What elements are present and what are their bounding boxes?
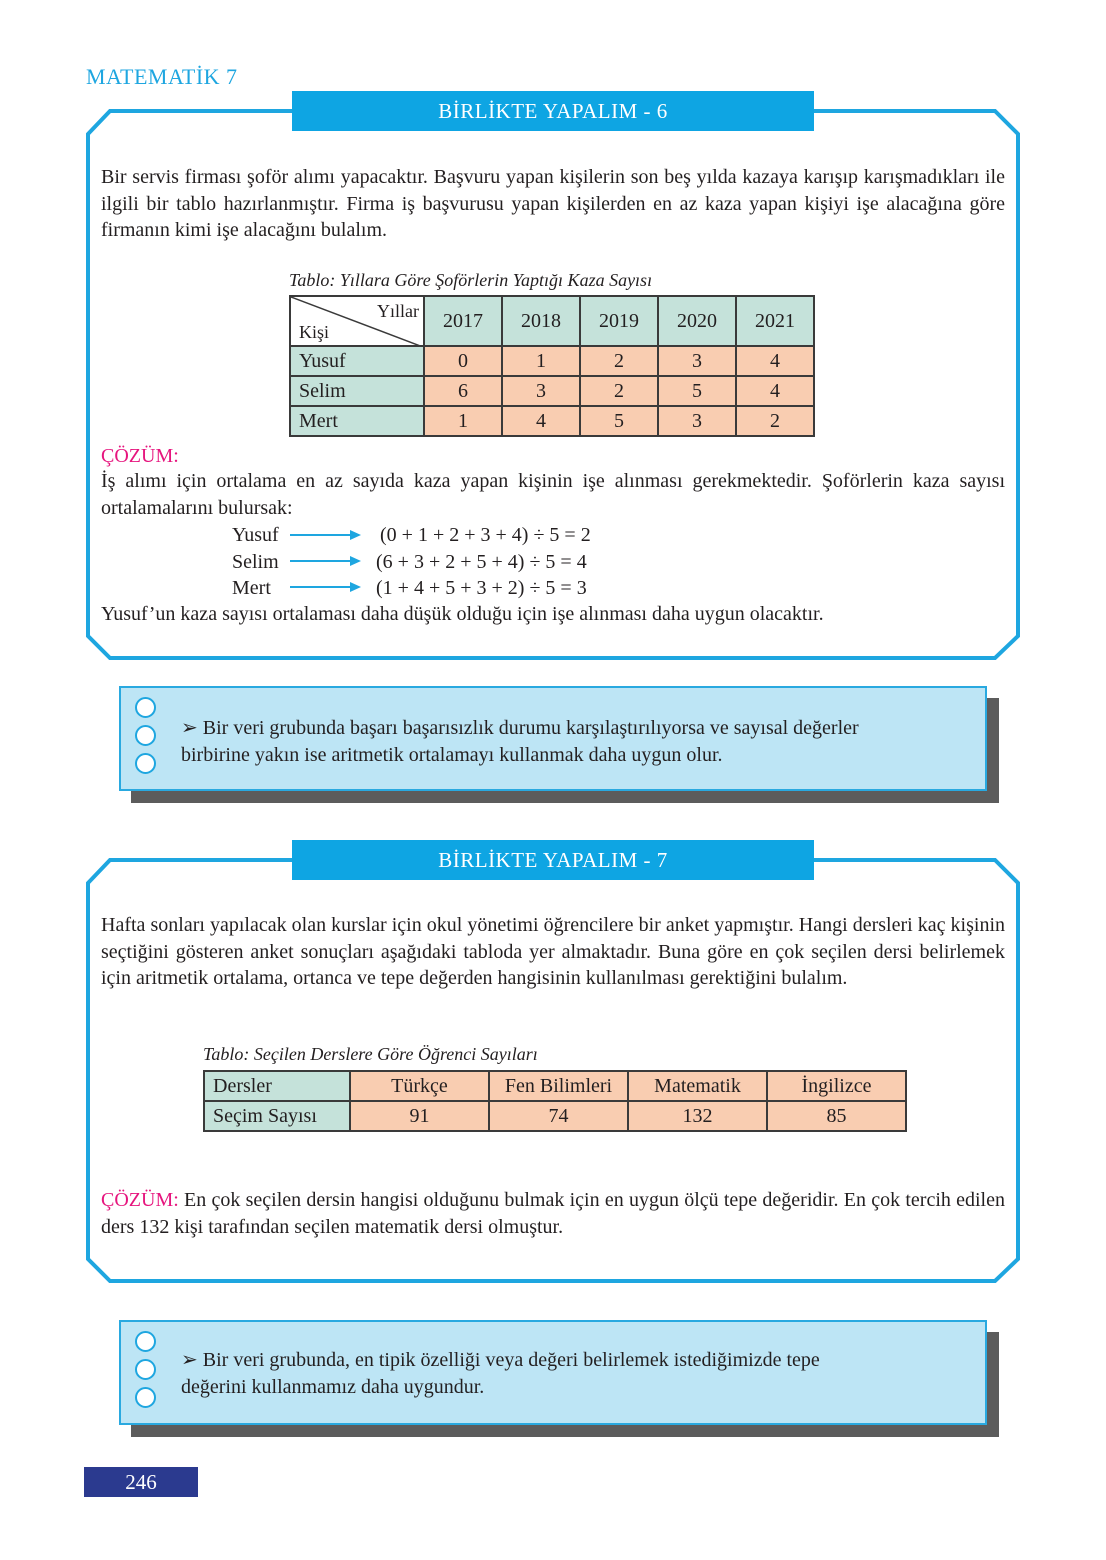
year-header: 2020 xyxy=(658,296,736,346)
circle-icon xyxy=(135,697,156,718)
note2-text xyxy=(181,1347,820,1401)
equation-name: Selim xyxy=(232,551,279,573)
subject-table xyxy=(203,1070,907,1132)
arrow-right-icon xyxy=(290,556,361,566)
table1-header-row xyxy=(290,296,814,346)
note1-box xyxy=(119,686,987,791)
value-cell: 5 xyxy=(580,406,658,436)
solution1-text: İş alımı için ortalama en az sayıda kaza yapan kişinin işe alınması gerekmektedir. Şoförlerin kaza sayısı ortalamalarını bulursak: xyxy=(101,470,1005,519)
arrows-group xyxy=(288,525,363,600)
table-row xyxy=(290,346,814,376)
note1-text xyxy=(181,715,859,769)
row-label-cell: Dersler xyxy=(204,1071,350,1101)
value-cell: 3 xyxy=(658,346,736,376)
table1-caption: Tablo: Yıllara Göre Şoförlerin Yaptığı Kaza Sayısı xyxy=(289,270,653,290)
solution2-label: ÇÖZÜM: xyxy=(101,1189,179,1211)
subject-cell: Türkçe xyxy=(350,1071,489,1101)
section1-intro: Bir servis firması şoför alımı yapacaktır. Başvuru yapan kişilerin son beş yılda kazaya karışıp karışmadıkları ile ilgili bir tablo hazırlanmıştır. Firma iş başvurusu yapan kişilerden en az kaza yapan kişiyi işe alacağına göre firmanın kimi işe alacağını bulalım. xyxy=(101,166,1005,241)
equation-name: Yusuf xyxy=(232,524,279,546)
note2-line2: değerini kullanmamız daha uygundur. xyxy=(181,1376,485,1398)
subject-cell: Matematik xyxy=(628,1071,767,1101)
arrow-bullet-icon: ➢ xyxy=(181,717,198,739)
count-cell: 74 xyxy=(489,1101,628,1131)
note1-line2: birbirine yakın ise aritmetik ortalamayı kullanmak daha uygun olur. xyxy=(181,744,723,766)
section2-intro: Hafta sonları yapılacak olan kurslar için okul yönetimi öğrencilere bir anket yapmıştır. Hangi dersleri kaç kişinin seçtiğini gösteren anket sonuçları aşağıdaki tabloda yer almaktadır. Buna göre en çok seçilen dersi belirlemek için aritmetik ortalama, ortanca ve tepe değerden hangisinin kullanılması gerektiğini bulalım. xyxy=(101,914,1005,989)
value-cell: 0 xyxy=(424,346,502,376)
circle-icon xyxy=(135,753,156,774)
section2-banner: BİRLİKTE YAPALIM - 7 xyxy=(292,840,814,880)
year-header: 2021 xyxy=(736,296,814,346)
year-header: 2019 xyxy=(580,296,658,346)
equation-row xyxy=(232,549,284,575)
accident-table xyxy=(289,295,815,437)
value-cell: 4 xyxy=(736,376,814,406)
person-name-cell: Yusuf xyxy=(290,346,424,376)
count-cell: 91 xyxy=(350,1101,489,1131)
equation-name: Mert xyxy=(232,577,271,599)
value-cell: 1 xyxy=(502,346,580,376)
equation-expr: (1 + 4 + 5 + 3 + 2) ÷ 5 = 3 xyxy=(376,577,587,599)
year-header: 2017 xyxy=(424,296,502,346)
value-cell: 5 xyxy=(658,376,736,406)
value-cell: 3 xyxy=(502,376,580,406)
value-cell: 3 xyxy=(658,406,736,436)
table1-corner-cell xyxy=(290,296,424,346)
arrow-right-icon xyxy=(290,530,361,540)
conclusion1-text: Yusuf’un kaza sayısı ortalaması daha düşük olduğu için işe alınması daha uygun olacaktır. xyxy=(101,603,824,625)
table-row xyxy=(204,1101,906,1131)
equation-expr: (6 + 3 + 2 + 5 + 4) ÷ 5 = 4 xyxy=(376,551,587,573)
equation-row xyxy=(232,575,284,601)
table2-caption: Tablo: Seçilen Derslere Göre Öğrenci Sayıları xyxy=(203,1044,538,1064)
subject-cell: İngilizce xyxy=(767,1071,906,1101)
book-title: MATEMATİK 7 xyxy=(86,64,238,89)
value-cell: 6 xyxy=(424,376,502,406)
value-cell: 1 xyxy=(424,406,502,436)
section1-banner: BİRLİKTE YAPALIM - 6 xyxy=(292,91,814,131)
value-cell: 4 xyxy=(502,406,580,436)
count-cell: 132 xyxy=(628,1101,767,1131)
note1-line1: Bir veri grubunda başarı başarısızlık durumu karşılaştırılıyorsa ve sayısal değerler xyxy=(202,717,859,739)
solution2-text: En çok seçilen dersin hangisi olduğunu bulmak için en uygun ölçü tepe değeridir. En çok tercih edilen ders 132 kişi tarafından seçilen matematik dersi olmuştur. xyxy=(101,1189,1005,1238)
arrow-right-icon xyxy=(290,582,361,592)
table-row xyxy=(290,406,814,436)
arrow-bullet-icon: ➢ xyxy=(181,1349,198,1371)
table-row xyxy=(290,376,814,406)
subject-cell: Fen Bilimleri xyxy=(489,1071,628,1101)
solution1-label: ÇÖZÜM: xyxy=(101,445,179,467)
solution2-paragraph xyxy=(101,1187,1005,1240)
circle-icon xyxy=(135,1387,156,1408)
corner-person-label: Kişi xyxy=(299,322,330,342)
value-cell: 4 xyxy=(736,346,814,376)
person-name-cell: Selim xyxy=(290,376,424,406)
circle-icon xyxy=(135,1359,156,1380)
corner-years-label: Yıllar xyxy=(377,301,419,321)
table-row xyxy=(204,1071,906,1101)
circle-icon xyxy=(135,725,156,746)
equation-expr: (0 + 1 + 2 + 3 + 4) ÷ 5 = 2 xyxy=(380,524,591,546)
value-cell: 2 xyxy=(580,376,658,406)
person-name-cell: Mert xyxy=(290,406,424,436)
value-cell: 2 xyxy=(736,406,814,436)
note2-box xyxy=(119,1320,987,1425)
circle-icon xyxy=(135,1331,156,1352)
note2-line1: Bir veri grubunda, en tipik özelliği veya değeri belirlemek istediğimizde tepe xyxy=(202,1349,820,1371)
year-header: 2018 xyxy=(502,296,580,346)
value-cell: 2 xyxy=(580,346,658,376)
equation-row xyxy=(232,522,284,548)
row-label-cell: Seçim Sayısı xyxy=(204,1101,350,1131)
count-cell: 85 xyxy=(767,1101,906,1131)
page-number: 246 xyxy=(84,1467,198,1497)
